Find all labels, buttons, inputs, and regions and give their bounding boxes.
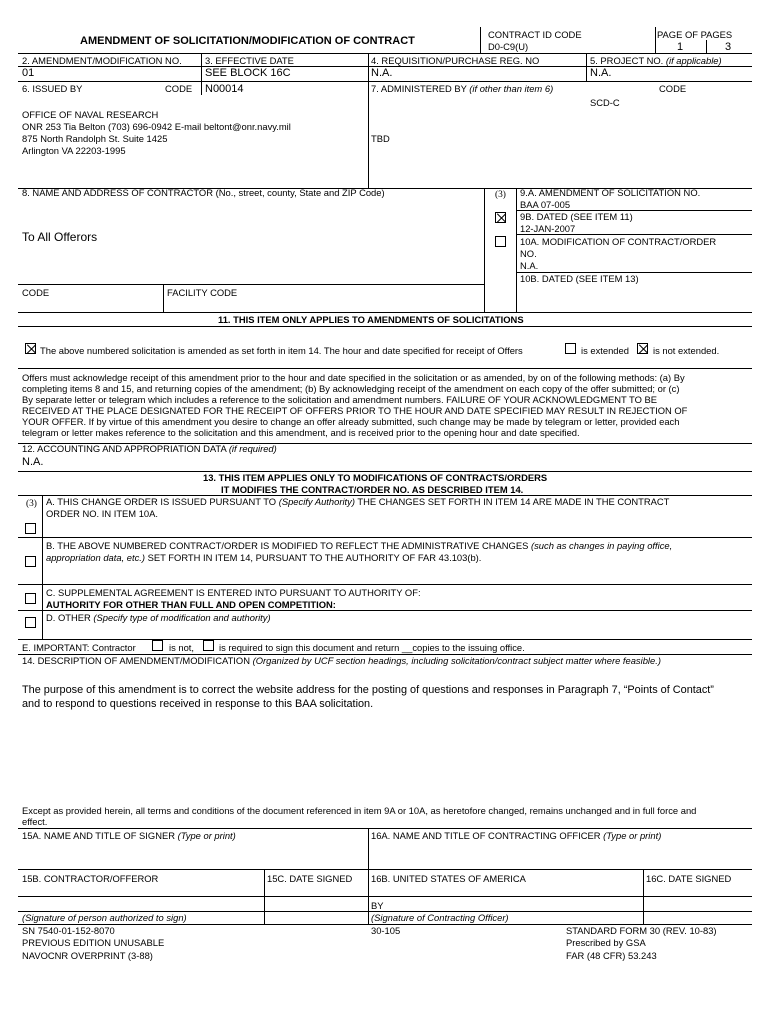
block14-text-1: The purpose of this amendment is to correct the website address for the posting of questions and responses in Paragraph 7, “Points of Contact”	[22, 684, 714, 696]
ack-line-4: RECEIVED AT THE PLACE DESIGNATED FOR THE RECEIPT OF OFFERS PRIOR TO THE HOUR AND DATE SPECIFIED MAY RESULT IN REJECTION OF	[22, 405, 688, 416]
block5-value[interactable]: N.A.	[590, 67, 612, 79]
block12-value[interactable]: N.A.	[22, 456, 44, 468]
block10-checkbox[interactable]	[495, 236, 506, 247]
far-reference: FAR (48 CFR) 53.243	[566, 950, 657, 961]
block15a-label: 15A. NAME AND TITLE OF SIGNER (Type or print)	[22, 830, 236, 841]
officer-signature-line[interactable]: (Signature of Contracting Officer)	[371, 912, 509, 923]
block4-value[interactable]: N.A.	[371, 67, 393, 79]
form-code: 30-105	[371, 925, 401, 936]
overprint-note: NAVOCNR OVERPRINT (3-88)	[22, 950, 153, 961]
ack-line-6: telegram or letter makes reference to the solicitation and this amendment, and is received prior to the opening hour and date specified.	[22, 427, 580, 438]
amended-checkbox[interactable]	[25, 343, 36, 354]
block15b-label: 15B. CONTRACTOR/OFFEROR	[22, 873, 159, 884]
block2-label: 2. AMENDMENT/MODIFICATION NO.	[22, 55, 182, 66]
block7-code-label: CODE	[659, 83, 687, 94]
ack-line-2: completing items 8 and 15, and returning copies of the amendment; (b) By acknowledging receipt of the amendment on each copy of the offer submitted; or (c)	[22, 383, 680, 394]
facility-code-label: FACILITY CODE	[167, 287, 238, 298]
extended-label: is extended	[581, 345, 629, 356]
is-not-checkbox[interactable]	[152, 640, 163, 651]
block13-heading-1: 13. THIS ITEM APPLIES ONLY TO MODIFICATIONS OF CONTRACTS/ORDERS	[203, 472, 548, 483]
block9b-label: 9B. DATED (SEE ITEM 11)	[520, 211, 633, 222]
block13a-line-2: ORDER NO. IN ITEM 10A.	[46, 508, 158, 519]
page-number: 1	[677, 41, 684, 53]
ack-line-1: Offers must acknowledge receipt of this amendment prior to the hour and date specified in the solicitation or as amended, by on of the following methods: (a) By	[22, 372, 685, 383]
prescribed-by: Prescribed by GSA	[566, 937, 646, 948]
footer-text-2: effect.	[22, 816, 48, 827]
block3-label: 3. EFFECTIVE DATE	[205, 55, 294, 66]
block13b-line-2: appropriation data, etc.) SET FORTH IN ITEM 14, PURSUANT TO THE AUTHORITY OF FAR 43.103(b).	[46, 552, 482, 563]
block9-checkbox[interactable]	[495, 212, 506, 223]
block13c-line-1: C. SUPPLEMENTAL AGREEMENT IS ENTERED INTO PURSUANT TO AUTHORITY OF:	[46, 587, 421, 598]
block4-label: 4. REQUISITION/PURCHASE REG. NO	[371, 55, 540, 66]
block10b-label: 10B. DATED (SEE ITEM 13)	[520, 273, 639, 284]
block7-code-value[interactable]: SCD-C	[590, 97, 620, 108]
block13c-line-2: AUTHORITY FOR OTHER THAN FULL AND OPEN COMPETITION:	[46, 599, 336, 610]
block7-value[interactable]: TBD	[371, 133, 390, 144]
form-stock-number: SN 7540-01-152-8070	[22, 925, 115, 936]
block10a-label-no: NO.	[520, 248, 537, 259]
block10a-label: 10A. MODIFICATION OF CONTRACT/ORDER	[520, 236, 717, 247]
block6-code-value[interactable]: N00014	[205, 83, 244, 95]
issuer-city: Arlington VA 22203-1995	[22, 145, 126, 156]
important-label: E. IMPORTANT: Contractor	[22, 642, 136, 653]
is-required-checkbox[interactable]	[203, 640, 214, 651]
block2-value[interactable]: 01	[22, 67, 35, 79]
block13b-line-1: B. THE ABOVE NUMBERED CONTRACT/ORDER IS MODIFIED TO REFLECT THE ADMINISTRATIVE CHANGES (such as changes in paying office,	[46, 540, 673, 551]
block16b-label: 16B. UNITED STATES OF AMERICA	[371, 873, 526, 884]
block11-line: The above numbered solicitation is amended as set forth in item 14. The hour and date specified for receipt of Offers	[40, 345, 523, 356]
block16a-label: 16A. NAME AND TITLE OF CONTRACTING OFFICER (Type or print)	[371, 830, 662, 841]
form-title: AMENDMENT OF SOLICITATION/MODIFICATION OF CONTRACT	[80, 35, 415, 47]
block13-heading-2: IT MODIFIES THE CONTRACT/ORDER NO. AS DESCRIBED ITEM 14.	[221, 484, 524, 495]
block13a-line-1: A. THIS CHANGE ORDER IS ISSUED PURSUANT TO (Specify Authority) THE CHANGES SET FORTH IN ITEM 14 ARE MADE IN THE CONTRACT	[46, 496, 670, 507]
extended-checkbox[interactable]	[565, 343, 576, 354]
block13d-checkbox[interactable]	[25, 617, 36, 628]
block13b-checkbox[interactable]	[25, 556, 36, 567]
issuer-contact: ONR 253 Tia Belton (703) 696-0942 E-mail beltont@onr.navy.mil	[22, 121, 291, 132]
block6-label: 6. ISSUED BY	[22, 83, 83, 94]
by-label: BY	[371, 900, 384, 911]
block11-heading: 11. THIS ITEM ONLY APPLIES TO AMENDMENTS OF SOLICITATIONS	[218, 314, 524, 325]
standard-form-label: STANDARD FORM 30 (REV. 10-83)	[566, 925, 717, 936]
is-required-label: is required to sign this document and return __copies to the issuing office.	[219, 642, 525, 653]
issuer-street: 875 North Randolph St. Suite 1425	[22, 133, 168, 144]
block12-label: 12. ACCOUNTING AND APPROPRIATION DATA (if required)	[22, 443, 277, 454]
block16c-label: 16C. DATE SIGNED	[646, 873, 732, 884]
not-extended-checkbox[interactable]	[637, 343, 648, 354]
block14-label: 14. DESCRIPTION OF AMENDMENT/MODIFICATION (Organized by UCF section headings, including solicitation/contract subject matter where feasible.)	[22, 655, 661, 666]
block13c-checkbox[interactable]	[25, 593, 36, 604]
block8-code-label: CODE	[22, 287, 50, 298]
not-extended-label: is not extended.	[653, 345, 720, 356]
block8-label: 8. NAME AND ADDRESS OF CONTRACTOR (No., street, county, State and ZIP Code)	[22, 187, 385, 198]
block3-value[interactable]: SEE BLOCK 16C	[205, 67, 291, 79]
contractor-signature-line[interactable]: (Signature of person authorized to sign)	[22, 912, 187, 923]
previous-edition-note: PREVIOUS EDITION UNUSABLE	[22, 937, 165, 948]
ack-line-3: By separate letter or telegram which includes a reference to the solicitation and amendment numbers. FAILURE OF YOUR ACKNOWLEDGMENT TO BE	[22, 394, 657, 405]
ack-line-5: YOUR OFFER. If by virtue of this amendment you desire to change an offer already submitted, such change may be made by telegram or letter, provided each	[22, 416, 680, 427]
page-count: 3	[725, 41, 732, 53]
block14-text-2: and to respond to questions received in response to this BAA solicitation.	[22, 698, 374, 710]
block7-label: 7. ADMINISTERED BY (if other than item 6)	[371, 83, 554, 94]
page-of-pages-label: PAGE OF PAGES	[657, 29, 733, 40]
contract-id-label: CONTRACT ID CODE	[488, 29, 582, 40]
block9b-value[interactable]: 12-JAN-2007	[520, 223, 576, 234]
block9a-value[interactable]: BAA 07-005	[520, 199, 571, 210]
block13-col-label: (3)	[26, 499, 37, 509]
block5-label: 5. PROJECT NO. (if applicable)	[590, 55, 722, 66]
footer-text-1: Except as provided herein, all terms and conditions of the document referenced in item 9A or 10A, as heretofore changed, remains unchanged and in full force and	[22, 805, 697, 816]
block15c-label: 15C. DATE SIGNED	[267, 873, 353, 884]
block6-code-label: CODE	[165, 83, 193, 94]
block13d-line: D. OTHER (Specify type of modification and authority)	[46, 612, 271, 623]
is-not-label: is not,	[169, 642, 195, 653]
block9a-label: 9.A. AMENDMENT OF SOLICITATION NO.	[520, 187, 701, 198]
issuer-name: OFFICE OF NAVAL RESEARCH	[22, 109, 159, 120]
block13a-checkbox[interactable]	[25, 523, 36, 534]
contract-id-value: D0-C9(U)	[488, 41, 529, 52]
contractor-name[interactable]: To All Offerors	[22, 230, 98, 244]
block10a-value[interactable]: N.A.	[520, 260, 539, 271]
block9-col-label: (3)	[495, 190, 506, 200]
